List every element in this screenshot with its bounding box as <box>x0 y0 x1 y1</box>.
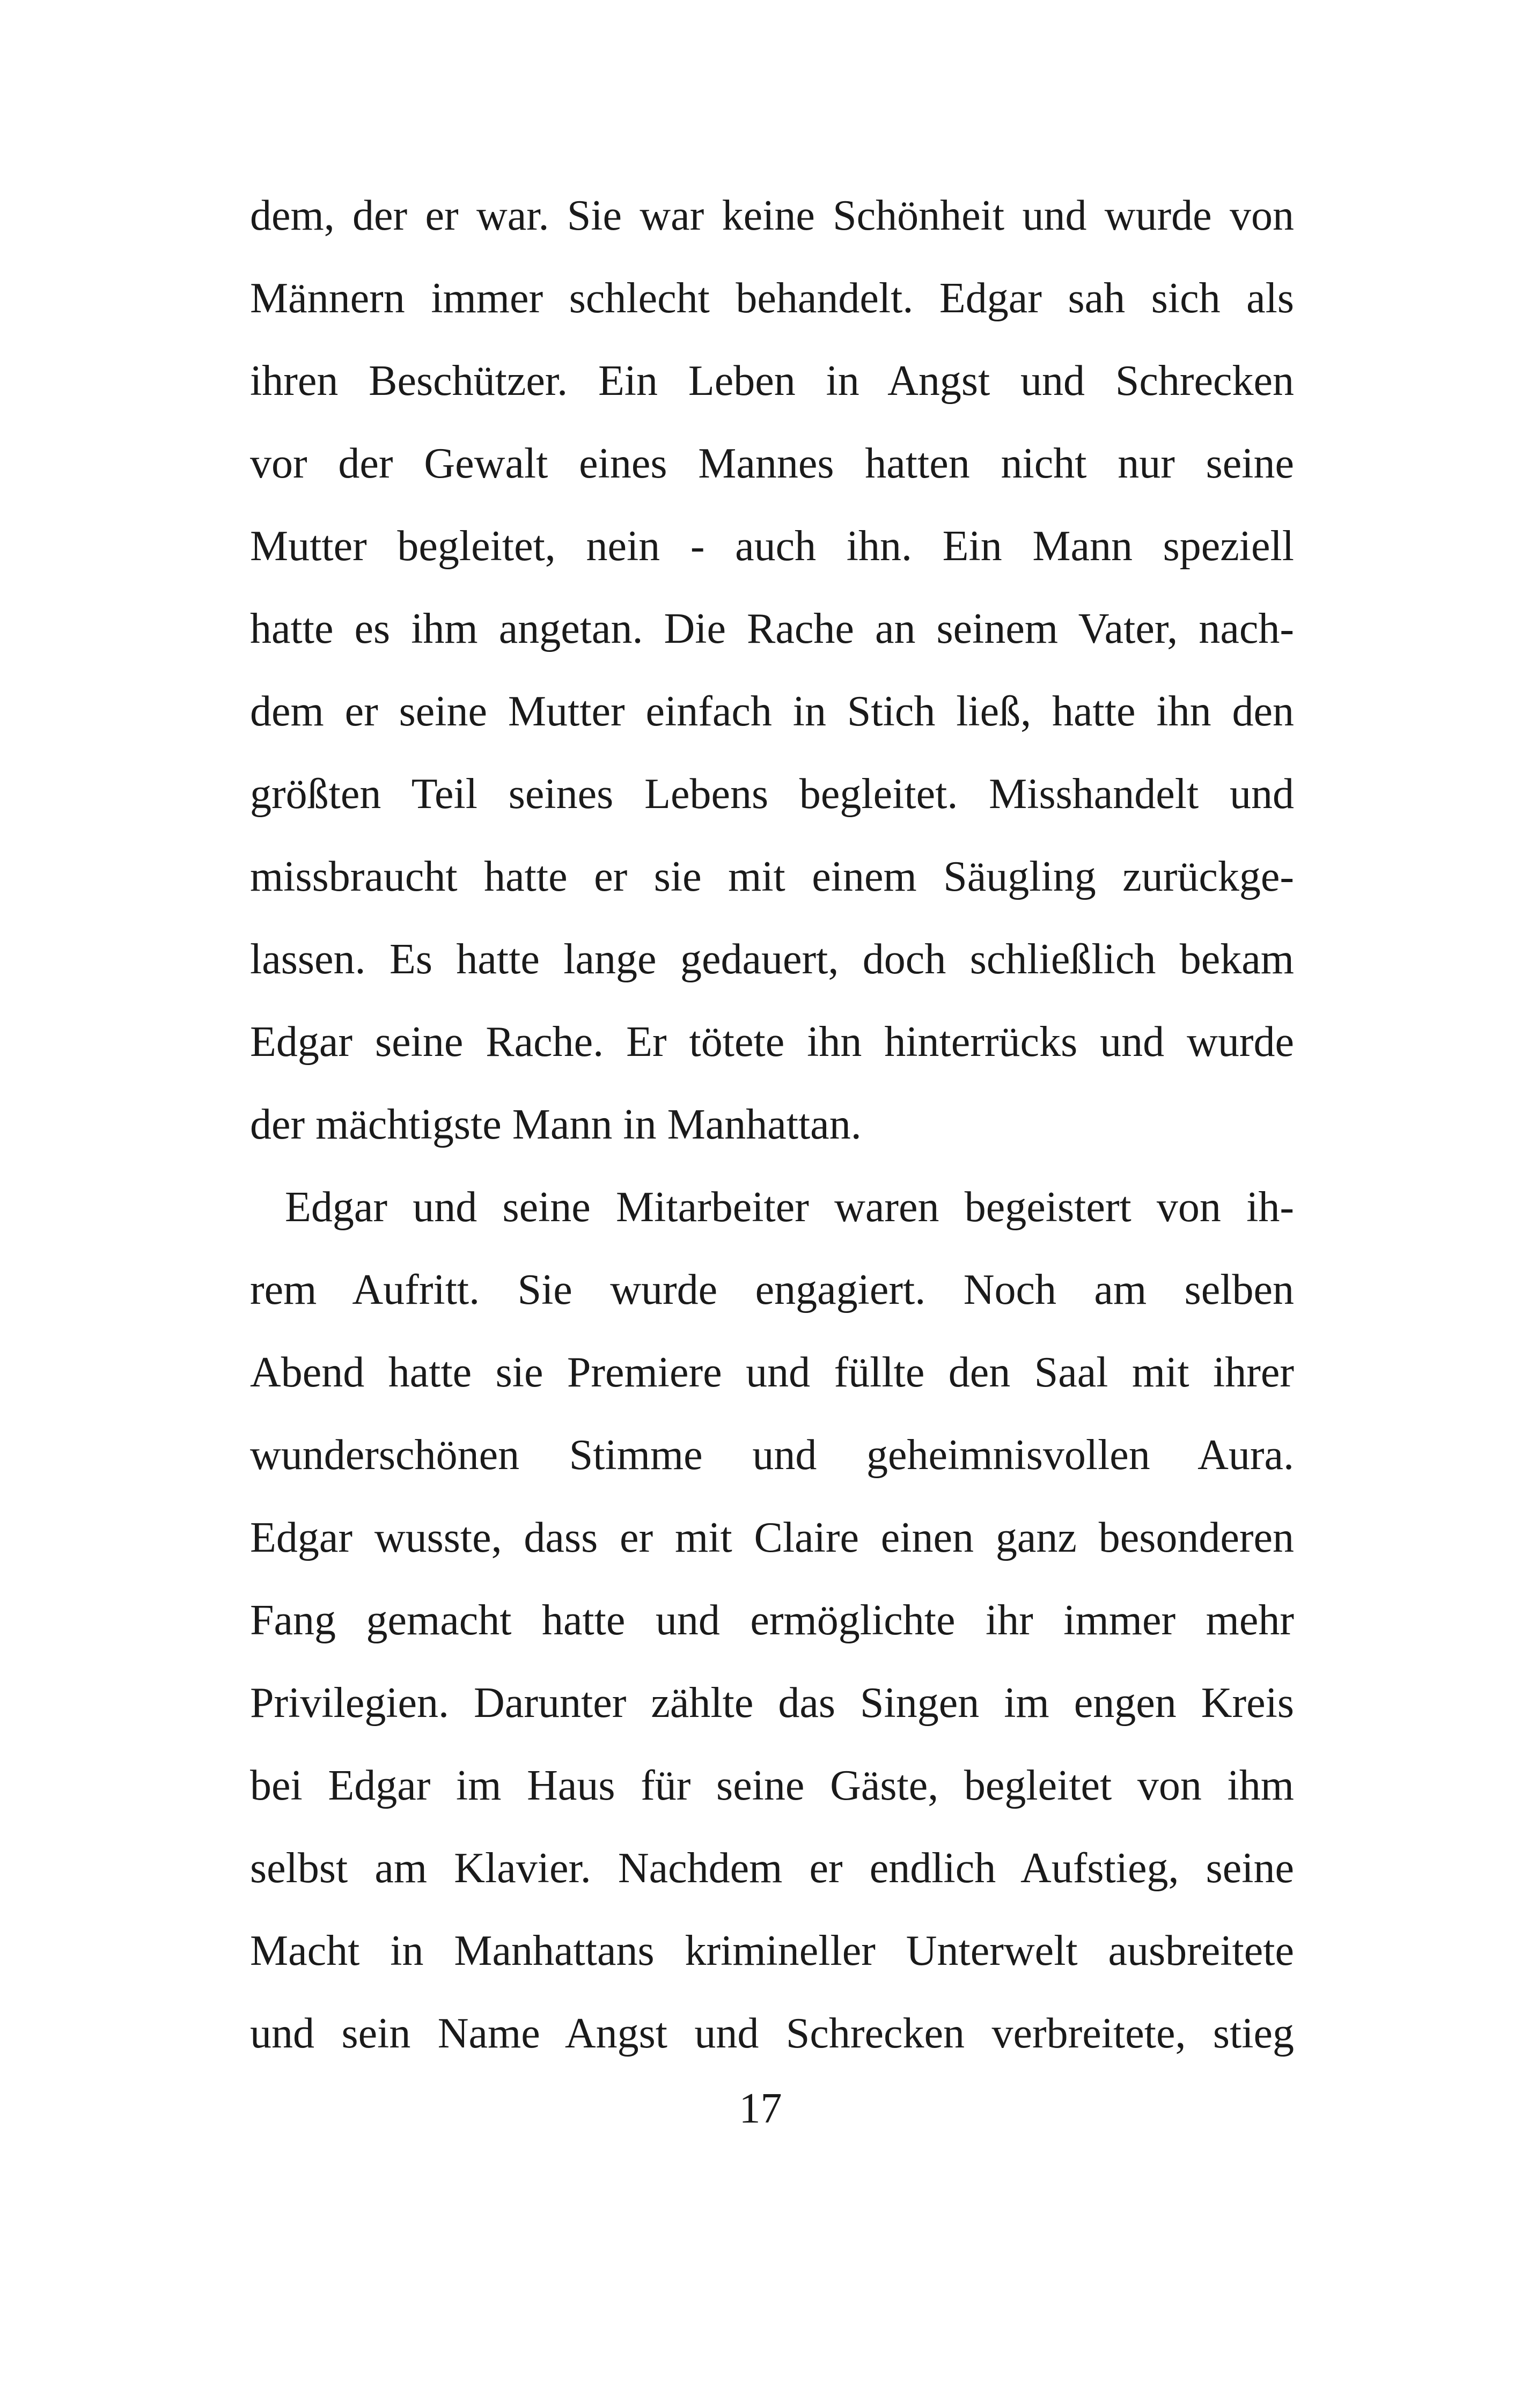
text-line: Privilegien. Darunter zählte das Singen im engen Kreis <box>250 1679 1294 1727</box>
text-line: hatte es ihm angetan. Die Rache an seinem Vater, nach- <box>250 605 1294 652</box>
text-line: Edgar und seine Mitarbeiter waren begeistert von ih- <box>285 1184 1294 1231</box>
text-line: lassen. Es hatte lange gedauert, doch schließlich bekam <box>250 936 1294 983</box>
text-line: bei Edgar im Haus für seine Gäste, begleitet von ihm <box>250 1762 1294 1809</box>
text-line: Macht in Manhattans krimineller Unterwelt ausbreitete <box>250 1927 1294 1974</box>
text-line: der mächtigste Mann in Manhattan. <box>250 1101 862 1148</box>
text-line: Fang gemacht hatte und ermöglichte ihr immer mehr <box>250 1597 1294 1644</box>
text-line: missbraucht hatte er sie mit einem Säugling zurückge- <box>250 853 1294 900</box>
text-line: größten Teil seines Lebens begleitet. Misshandelt und <box>250 770 1294 818</box>
text-line: Abend hatte sie Premiere und füllte den Saal mit ihrer <box>250 1349 1294 1396</box>
text-line: wunderschönen Stimme und geheimnisvollen Aura. <box>250 1431 1294 1479</box>
text-line: ihren Beschützer. Ein Leben in Angst und Schrecken <box>250 357 1294 405</box>
text-line: dem er seine Mutter einfach in Stich ließ, hatte ihn den <box>250 688 1294 735</box>
text-line: rem Aufritt. Sie wurde engagiert. Noch am selben <box>250 1266 1294 1313</box>
text-line: Edgar seine Rache. Er tötete ihn hinterrücks und wurde <box>250 1018 1294 1066</box>
page-number: 17 <box>739 2085 782 2132</box>
text-line: vor der Gewalt eines Mannes hatten nicht nur seine <box>250 440 1294 487</box>
text-line: Mutter begleitet, nein - auch ihn. Ein Mann speziell <box>250 523 1294 570</box>
text-line: selbst am Klavier. Nachdem er endlich Aufstieg, seine <box>250 1845 1294 1892</box>
text-line: Männern immer schlecht behandelt. Edgar sah sich als <box>250 275 1294 322</box>
text-line: und sein Name Angst und Schrecken verbreitete, stieg <box>250 2010 1294 2057</box>
text-line: Edgar wusste, dass er mit Claire einen ganz besonderen <box>250 1514 1294 1561</box>
text-line: dem, der er war. Sie war keine Schönheit und wurde von <box>250 192 1294 239</box>
